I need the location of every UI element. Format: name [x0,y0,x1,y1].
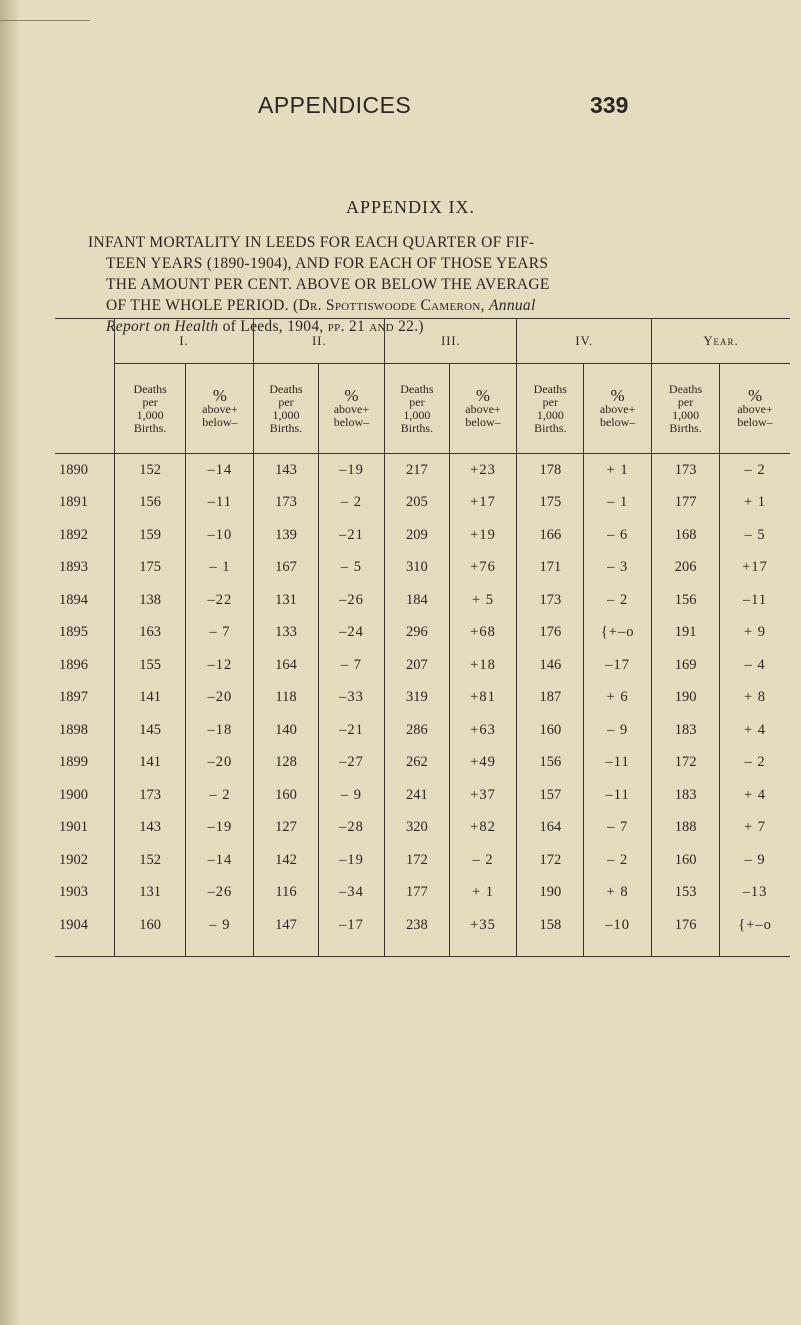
cell-q2-pct: –17 [318,909,385,942]
cell-q4-deaths: 190 [517,877,584,910]
cell-q3-pct: +37 [449,779,517,812]
cell-q4-deaths: 164 [517,812,584,845]
appendix-title: APPENDIX IX. [346,197,475,217]
sub-pct-sign: % [212,386,227,405]
cell-q4-deaths: 171 [517,552,584,585]
cell-q2-deaths: 142 [254,844,318,877]
year-group-blank [55,319,114,364]
sub-per-word: per [409,394,425,409]
table-tail [55,942,790,957]
table-row [55,747,790,780]
cell-q2-pct: –19 [318,454,385,487]
sub-below-word: below– [599,415,636,429]
cell-q2-deaths: 143 [254,454,318,487]
sub-1000-word: 1,000 [536,407,564,422]
cell-q4-pct: –17 [584,649,652,682]
cell-q3-deaths: 296 [385,617,449,650]
caption-source-report: Report on Health [106,318,219,335]
cell-q4-deaths: 157 [517,779,584,812]
cell-q3-pct: +49 [449,747,517,780]
cell-year-deaths: 173 [652,454,720,487]
sub-births-word: Births. [669,420,702,435]
cell-q3-deaths: 238 [385,909,449,942]
deaths-per-1000-header [114,364,186,454]
cell-q2-deaths: 147 [254,909,318,942]
cell-q2-deaths: 116 [254,877,318,910]
cell-q1-pct: –10 [186,519,254,552]
deaths-per-1000-header [254,364,318,454]
sub-per-word: per [542,394,558,409]
cell-year: 1893 [59,559,88,576]
sub-births-word: Births. [269,420,303,435]
caption-line-3: THE AMOUNT PER CENT. ABOVE OR BELOW THE AVERAGE [106,276,550,293]
group-header-q3: III. [385,319,517,364]
sub-deaths-word: Deaths [400,381,434,396]
sub-per-word: per [278,394,294,409]
cell-q2-pct: –26 [318,584,385,617]
cell-q3-deaths: 217 [385,454,449,487]
cell-q4-deaths: 178 [517,454,584,487]
sub-births-word: Births. [133,420,167,435]
cell-q3-pct: – 2 [449,844,517,877]
table-row [55,812,790,845]
cell-q1-pct: – 7 [186,617,254,650]
cell-year: 1900 [59,786,88,803]
cell-q1-pct: – 1 [186,552,254,585]
cell-q1-pct: – 9 [186,909,254,942]
sub-1000-word: 1,000 [672,407,700,422]
cell-year: 1895 [59,624,88,641]
table-row [55,682,790,715]
cell-q3-pct: + 5 [449,584,517,617]
deaths-per-1000-header [517,364,584,454]
cell-q1-deaths: 143 [114,812,186,845]
cell-year: 1892 [59,526,88,543]
cell-year: 1903 [59,884,88,901]
deaths-per-1000-header [385,364,449,454]
cell-year-pct: + 8 [720,682,790,715]
cell-q4-pct: – 1 [584,487,652,520]
cell-q4-pct: –11 [584,779,652,812]
cell-q2-deaths: 118 [254,682,318,715]
cell-q2-deaths: 140 [254,714,318,747]
cell-q4-deaths: 172 [517,844,584,877]
page-number: 339 [590,92,629,118]
group-header-year: Year. [652,319,790,364]
cell-q1-deaths: 163 [114,617,186,650]
cell-q4-deaths: 187 [517,682,584,715]
sub-below-word: below– [465,415,501,429]
table-bottom-rule [55,956,790,989]
cell-q4-pct: + 6 [584,682,652,715]
sub-above-word: above+ [599,402,636,416]
cell-q3-deaths: 177 [385,877,449,910]
cell-year: 1891 [59,494,88,511]
cell-year-deaths: 160 [652,844,720,877]
cell-year: 1890 [59,461,88,478]
sub-deaths-word: Deaths [269,381,303,396]
sub-1000-word: 1,000 [403,407,431,422]
cell-q1-deaths: 159 [114,519,186,552]
table-row [55,909,790,942]
table-row [55,714,790,747]
table-row [55,519,790,552]
cell-year-pct: +17 [720,552,790,585]
cell-q1-deaths: 152 [114,844,186,877]
cell-q2-pct: –19 [318,844,385,877]
cell-q4-deaths: 176 [517,617,584,650]
sub-deaths-word: Deaths [133,381,167,396]
cell-q3-pct: +63 [449,714,517,747]
sub-pct-sign: % [344,386,359,405]
cell-q3-deaths: 207 [385,649,449,682]
sub-above-word: above+ [737,402,773,416]
subheader-row [55,364,790,454]
cell-q2-deaths: 167 [254,552,318,585]
cell-year-deaths: 191 [652,617,720,650]
table-row [55,779,790,812]
cell-year-deaths: 183 [652,779,720,812]
cell-q1-deaths: 175 [114,552,186,585]
cell-q2-deaths: 128 [254,747,318,780]
cell-q4-deaths: 156 [517,747,584,780]
cell-year-pct: {+–o [720,909,790,942]
cell-q3-deaths: 262 [385,747,449,780]
cell-q4-pct: – 3 [584,552,652,585]
cell-year: 1896 [59,656,88,673]
cell-q4-pct: – 2 [584,844,652,877]
table-row [55,649,790,682]
cell-year-pct: + 4 [720,779,790,812]
cell-q2-pct: –28 [318,812,385,845]
cell-year-deaths: 168 [652,519,720,552]
cell-year-pct: + 4 [720,714,790,747]
cell-q2-deaths: 160 [254,779,318,812]
cell-q1-deaths: 131 [114,877,186,910]
cell-q1-pct: –20 [186,747,254,780]
page-edge-line [0,20,90,21]
cell-q3-deaths: 310 [385,552,449,585]
cell-q4-pct: –11 [584,747,652,780]
group-header-q2: II. [254,319,385,364]
cell-q1-pct: – 2 [186,779,254,812]
cell-q2-deaths: 133 [254,617,318,650]
cell-q4-pct: – 9 [584,714,652,747]
cell-q2-pct: –21 [318,519,385,552]
cell-year-pct: + 1 [720,487,790,520]
running-head-title: APPENDICES [258,92,412,118]
cell-q1-deaths: 173 [114,779,186,812]
caption-line-4 [88,295,788,316]
table-row [55,617,790,650]
cell-year-deaths: 176 [652,909,720,942]
running-head [0,92,801,122]
cell-year-pct: + 7 [720,812,790,845]
cell-q3-pct: +68 [449,617,517,650]
sub-births-word: Births. [400,420,434,435]
sub-1000-word: 1,000 [272,407,300,422]
cell-q3-deaths: 184 [385,584,449,617]
cell-q1-deaths: 155 [114,649,186,682]
cell-q2-deaths: 173 [254,487,318,520]
pct-above-below-header [720,364,790,454]
cell-q2-pct: –21 [318,714,385,747]
cell-q3-pct: +19 [449,519,517,552]
group-header-q1: I. [114,319,254,364]
cell-q4-pct: –10 [584,909,652,942]
cell-year-deaths: 183 [652,714,720,747]
cell-year-deaths: 169 [652,649,720,682]
sub-below-word: below– [202,415,238,429]
cell-q3-deaths: 286 [385,714,449,747]
cell-q3-deaths: 319 [385,682,449,715]
cell-q2-pct: –27 [318,747,385,780]
cell-q2-deaths: 127 [254,812,318,845]
cell-q2-pct: – 7 [318,649,385,682]
sub-deaths-word: Deaths [533,381,567,396]
cell-q4-pct: {+–o [584,617,652,650]
cell-q2-deaths: 139 [254,519,318,552]
cell-q3-pct: +82 [449,812,517,845]
cell-q1-deaths: 141 [114,682,186,715]
table-row [55,877,790,910]
cell-q3-pct: + 1 [449,877,517,910]
cell-year-deaths: 177 [652,487,720,520]
caption-line-1: INFANT MORTALITY IN LEEDS FOR EACH QUARTER OF FIF- [88,234,535,251]
cell-year-deaths: 206 [652,552,720,585]
cell-q3-pct: +17 [449,487,517,520]
cell-q4-deaths: 160 [517,714,584,747]
deaths-per-1000-header [652,364,720,454]
cell-year-pct: –11 [720,584,790,617]
cell-q1-pct: –22 [186,584,254,617]
cell-year: 1894 [59,591,88,608]
pct-above-below-header [449,364,517,454]
cell-q1-pct: –14 [186,844,254,877]
sub-above-word: above+ [465,402,501,416]
cell-q4-pct: + 1 [584,454,652,487]
cell-q2-deaths: 164 [254,649,318,682]
table-row [55,584,790,617]
cell-year: 1897 [59,689,88,706]
cell-q4-pct: – 2 [584,584,652,617]
table-body [55,454,790,989]
cell-q3-deaths: 209 [385,519,449,552]
cell-year-pct: – 9 [720,844,790,877]
cell-q1-deaths: 156 [114,487,186,520]
cell-q4-deaths: 173 [517,584,584,617]
cell-q4-deaths: 158 [517,909,584,942]
infant-mortality-table [55,318,790,989]
caption-author: Dr. Spottiswoode Cameron, [298,297,485,314]
cell-q4-pct: – 6 [584,519,652,552]
cell-q1-deaths: 138 [114,584,186,617]
cell-q4-deaths: 146 [517,649,584,682]
cell-q1-pct: –26 [186,877,254,910]
cell-q1-deaths: 141 [114,747,186,780]
sub-deaths-word: Deaths [668,381,703,396]
cell-year-pct: + 9 [720,617,790,650]
cell-year-pct: – 2 [720,454,790,487]
table-row [55,552,790,585]
sub-below-word: below– [333,415,370,429]
cell-year: 1899 [59,754,88,771]
cell-year-pct: – 4 [720,649,790,682]
cell-q1-deaths: 152 [114,454,186,487]
cell-q1-pct: –20 [186,682,254,715]
cell-q3-pct: +81 [449,682,517,715]
cell-q4-deaths: 166 [517,519,584,552]
sub-births-word: Births. [534,420,567,435]
table-row [55,487,790,520]
cell-q2-deaths: 131 [254,584,318,617]
caption-source-year: 1904, [287,318,324,335]
cell-year: 1898 [59,721,88,738]
cell-year-deaths: 188 [652,812,720,845]
cell-year: 1902 [59,851,88,868]
caption-source-annual: Annual [489,297,536,314]
cell-q1-pct: –18 [186,714,254,747]
cell-q3-pct: +18 [449,649,517,682]
cell-q2-pct: –34 [318,877,385,910]
sub-pct-sign: % [747,386,763,405]
cell-year-deaths: 156 [652,584,720,617]
cell-q2-pct: –24 [318,617,385,650]
cell-year-pct: – 5 [720,519,790,552]
cell-q2-pct: –33 [318,682,385,715]
cell-q2-pct: – 2 [318,487,385,520]
sub-per-word: per [142,394,158,409]
cell-q2-pct: – 5 [318,552,385,585]
sub-1000-word: 1,000 [136,407,164,422]
cell-q1-pct: –19 [186,812,254,845]
cell-year-deaths: 172 [652,747,720,780]
sub-per-word: per [677,394,694,409]
cell-year-deaths: 190 [652,682,720,715]
cell-q1-deaths: 145 [114,714,186,747]
pct-above-below-header [186,364,254,454]
cell-q1-pct: –12 [186,649,254,682]
cell-q1-pct: –11 [186,487,254,520]
cell-q3-deaths: 320 [385,812,449,845]
cell-q4-deaths: 175 [517,487,584,520]
group-header-q4: IV. [517,319,652,364]
cell-year: 1904 [59,916,88,933]
year-subheader-blank [55,364,114,454]
cell-q3-deaths: 172 [385,844,449,877]
sub-pct-sign: % [475,386,491,405]
cell-q3-pct: +35 [449,909,517,942]
sub-above-word: above+ [333,402,370,416]
sub-below-word: below– [737,415,773,429]
cell-q3-deaths: 205 [385,487,449,520]
sub-above-word: above+ [202,402,238,416]
cell-year-pct: –13 [720,877,790,910]
cell-q2-pct: – 9 [318,779,385,812]
cell-q4-pct: + 8 [584,877,652,910]
cell-q3-pct: +23 [449,454,517,487]
caption-line-2: TEEN YEARS (1890-1904), AND FOR EACH OF THOSE YEARS [106,255,549,272]
caption-source-of: of Leeds, [222,318,283,335]
pct-above-below-header [318,364,385,454]
cell-q4-pct: – 7 [584,812,652,845]
pct-above-below-header [584,364,652,454]
table-row [55,454,790,487]
table-row [55,844,790,877]
caption-source-pages: pp. 21 and 22.) [327,318,424,335]
sub-pct-sign: % [610,386,625,405]
cell-q3-pct: +76 [449,552,517,585]
cell-q1-pct: –14 [186,454,254,487]
cell-year-deaths: 153 [652,877,720,910]
cell-q1-deaths: 160 [114,909,186,942]
caption-line-4-text: OF THE WHOLE PERIOD. ( [106,297,299,314]
cell-year-pct: – 2 [720,747,790,780]
quarter-header-row [55,319,790,364]
cell-year: 1901 [59,819,88,836]
cell-q3-deaths: 241 [385,779,449,812]
